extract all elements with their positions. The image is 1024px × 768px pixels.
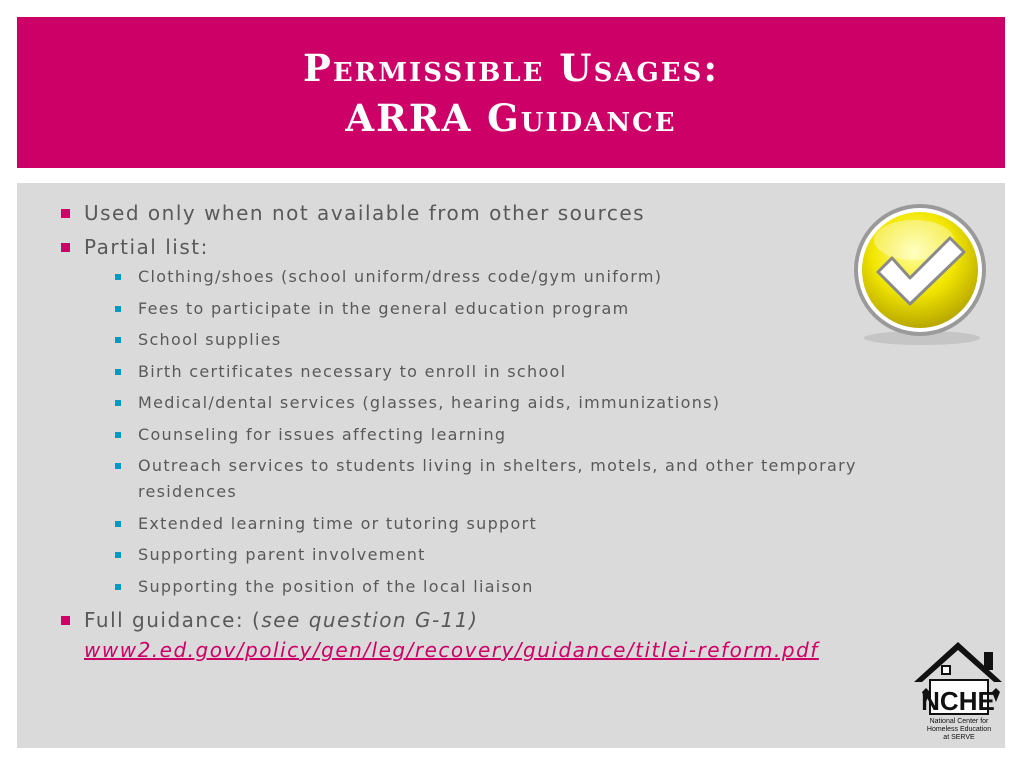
logo-caption-line: Homeless Education [926,726,992,733]
logo-acronym: NCHE [921,686,995,716]
bullet-label: Partial list: [84,235,209,259]
sub-bullet-item: Clothing/shoes (school uniform/dress code/gym uniform) [114,264,960,290]
bullet-list [60,198,960,669]
sub-bullet-item: Supporting parent involvement [114,542,960,568]
sub-bullet-item: Outreach services to students living in shelters, motels, and other temporary residences [114,453,960,505]
sub-bullet-list [114,264,960,600]
bullet-item [60,605,960,665]
sub-bullet-item: School supplies [114,327,960,353]
bullet-item [60,232,960,600]
sub-bullet-item: Extended learning time or tutoring support [114,511,960,537]
sub-bullet-item: Counseling for issues affecting learning [114,422,960,448]
sub-bullet-item: Supporting the position of the local liaison [114,574,960,600]
bullet-text: Full guidance: ( [84,608,262,632]
title-band [17,17,1005,168]
sub-bullet-item: Fees to participate in the general education program [114,296,960,322]
sub-bullet-item: Medical/dental services (glasses, hearing aids, immunizations) [114,390,960,416]
logo-caption-line: National Center for [929,718,989,725]
sub-bullet-item: Birth certificates necessary to enroll in school [114,359,960,385]
checkmark-icon [850,200,990,348]
logo-caption-line: at SERVE [943,734,975,741]
bullet-item: Used only when not available from other sources [60,198,960,228]
slide-title-line-2: ARRA Guidance [345,95,677,140]
question-reference: see question G-11) [261,608,479,632]
logo-caption [915,718,1003,742]
guidance-link[interactable]: www2.ed.gov/policy/gen/leg/recovery/guidance/titlei-reform.pdf [84,638,819,662]
slide-title-line-1: Permissible Usages: [303,45,719,90]
